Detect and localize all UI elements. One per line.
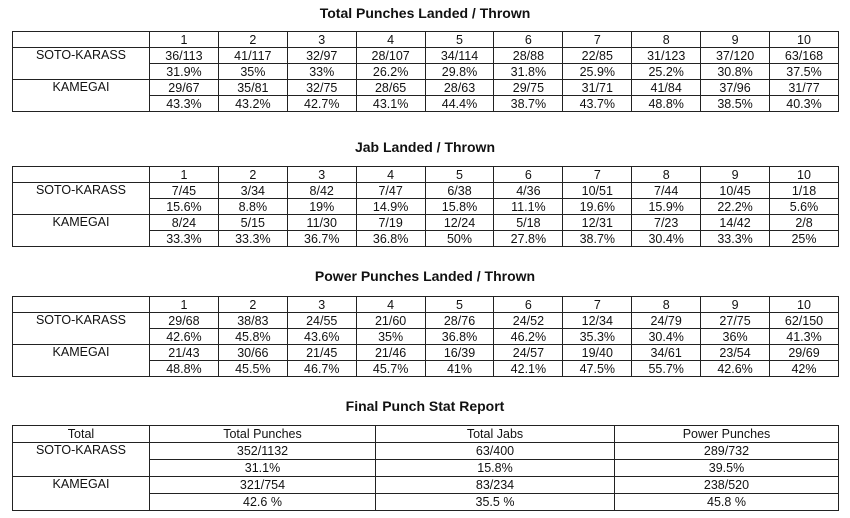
landed-thrown-cell: 29/68	[150, 313, 219, 329]
round-number: 6	[494, 297, 563, 313]
percent-cell: 25.9%	[563, 64, 632, 80]
percent-cell: 41%	[425, 361, 494, 377]
round-number: 2	[218, 167, 287, 183]
round-number: 10	[770, 297, 839, 313]
landed-thrown-cell: 28/88	[494, 48, 563, 64]
percent-cell: 35.3%	[563, 329, 632, 345]
percent-cell: 30.8%	[701, 64, 770, 80]
landed-thrown-cell: 8/24	[150, 215, 219, 231]
round-number: 3	[287, 32, 356, 48]
final-percent-row	[13, 460, 839, 477]
percent-cell: 41.3%	[770, 329, 839, 345]
landed-thrown-cell: 3/34	[218, 183, 287, 199]
round-number: 10	[770, 167, 839, 183]
percent-cell: 48.8%	[632, 96, 701, 112]
landed-thrown-cell: 27/75	[701, 313, 770, 329]
percent-cell: 22.2%	[701, 199, 770, 215]
final-total-cell: 83/234	[376, 477, 615, 494]
landed-thrown-cell: 5/18	[494, 215, 563, 231]
fighter-landed-row	[13, 183, 839, 199]
percent-cell: 11.1%	[494, 199, 563, 215]
round-header-row	[13, 167, 839, 183]
landed-thrown-cell: 7/23	[632, 215, 701, 231]
final-total-cell: 321/754	[150, 477, 376, 494]
landed-thrown-cell: 41/117	[218, 48, 287, 64]
fighter-name-blank	[13, 460, 150, 477]
percent-cell: 40.3%	[770, 96, 839, 112]
landed-thrown-cell: 12/34	[563, 313, 632, 329]
round-number: 1	[150, 167, 219, 183]
fighter-name: SOTO-KARASS	[13, 313, 150, 329]
fighter-name: SOTO-KARASS	[13, 183, 150, 199]
round-number: 7	[563, 297, 632, 313]
landed-thrown-cell: 22/85	[563, 48, 632, 64]
fighter-landed-row	[13, 313, 839, 329]
fighter-percent-row	[13, 96, 839, 112]
fighter-name-blank	[13, 494, 150, 511]
landed-thrown-cell: 24/57	[494, 345, 563, 361]
round-number: 8	[632, 167, 701, 183]
round-header-row	[13, 32, 839, 48]
landed-thrown-cell: 21/46	[356, 345, 425, 361]
final-header-row	[13, 426, 839, 443]
section-title-power-punches: Power Punches Landed / Thrown	[314, 268, 536, 284]
percent-cell: 31.8%	[494, 64, 563, 80]
final-percent-cell: 15.8%	[376, 460, 615, 477]
landed-thrown-cell: 12/24	[425, 215, 494, 231]
final-total-cell: 352/1132	[150, 443, 376, 460]
final-header-cell: Total Punches	[150, 426, 376, 443]
landed-thrown-cell: 28/63	[425, 80, 494, 96]
landed-thrown-cell: 24/55	[287, 313, 356, 329]
landed-thrown-cell: 29/67	[150, 80, 219, 96]
header-blank-cell	[13, 297, 150, 313]
percent-cell: 55.7%	[632, 361, 701, 377]
power-punches-table	[12, 296, 839, 377]
landed-thrown-cell: 31/71	[563, 80, 632, 96]
percent-cell: 33.3%	[701, 231, 770, 247]
landed-thrown-cell: 7/19	[356, 215, 425, 231]
landed-thrown-cell: 29/69	[770, 345, 839, 361]
landed-thrown-cell: 36/113	[150, 48, 219, 64]
header-blank-cell	[13, 32, 150, 48]
round-number: 4	[356, 32, 425, 48]
landed-thrown-cell: 31/123	[632, 48, 701, 64]
percent-cell: 8.8%	[218, 199, 287, 215]
fighter-name: KAMEGAI	[13, 80, 150, 96]
fighter-percent-row	[13, 64, 839, 80]
round-number: 10	[770, 32, 839, 48]
fighter-name: KAMEGAI	[13, 345, 150, 361]
percent-cell: 42.6%	[701, 361, 770, 377]
round-number: 9	[701, 297, 770, 313]
percent-cell: 35%	[356, 329, 425, 345]
percent-cell: 15.8%	[425, 199, 494, 215]
landed-thrown-cell: 28/65	[356, 80, 425, 96]
landed-thrown-cell: 2/8	[770, 215, 839, 231]
fighter-landed-row	[13, 80, 839, 96]
percent-cell: 43.6%	[287, 329, 356, 345]
landed-thrown-cell: 28/107	[356, 48, 425, 64]
percent-cell: 38.5%	[701, 96, 770, 112]
percent-cell: 36.8%	[356, 231, 425, 247]
final-header-cell: Power Punches	[615, 426, 839, 443]
fighter-landed-row	[13, 215, 839, 231]
percent-cell: 42.7%	[287, 96, 356, 112]
percent-cell: 45.5%	[218, 361, 287, 377]
landed-thrown-cell: 21/45	[287, 345, 356, 361]
round-number: 8	[632, 297, 701, 313]
fighter-name: KAMEGAI	[13, 215, 150, 231]
fighter-name: KAMEGAI	[13, 477, 150, 494]
landed-thrown-cell: 1/18	[770, 183, 839, 199]
percent-cell: 33%	[287, 64, 356, 80]
final-percent-cell: 39.5%	[615, 460, 839, 477]
percent-cell: 19%	[287, 199, 356, 215]
round-number: 5	[425, 297, 494, 313]
final-report-table	[12, 425, 839, 511]
percent-cell: 45.7%	[356, 361, 425, 377]
landed-thrown-cell: 37/120	[701, 48, 770, 64]
percent-cell: 46.2%	[494, 329, 563, 345]
percent-cell: 26.2%	[356, 64, 425, 80]
fighter-percent-row	[13, 199, 839, 215]
round-number: 7	[563, 32, 632, 48]
round-number: 6	[494, 167, 563, 183]
round-number: 9	[701, 167, 770, 183]
percent-cell: 25%	[770, 231, 839, 247]
landed-thrown-cell: 28/76	[425, 313, 494, 329]
landed-thrown-cell: 30/66	[218, 345, 287, 361]
landed-thrown-cell: 16/39	[425, 345, 494, 361]
landed-thrown-cell: 32/97	[287, 48, 356, 64]
final-total-cell: 289/732	[615, 443, 839, 460]
percent-cell: 31.9%	[150, 64, 219, 80]
percent-cell: 33.3%	[150, 231, 219, 247]
final-percent-cell: 31.1%	[150, 460, 376, 477]
round-number: 1	[150, 32, 219, 48]
percent-cell: 36.8%	[425, 329, 494, 345]
percent-cell: 44.4%	[425, 96, 494, 112]
final-header-cell: Total Jabs	[376, 426, 615, 443]
final-percent-cell: 42.6 %	[150, 494, 376, 511]
percent-cell: 30.4%	[632, 329, 701, 345]
total-punches-table	[12, 31, 839, 112]
landed-thrown-cell: 10/45	[701, 183, 770, 199]
landed-thrown-cell: 31/77	[770, 80, 839, 96]
round-number: 5	[425, 167, 494, 183]
landed-thrown-cell: 8/42	[287, 183, 356, 199]
percent-cell: 42.1%	[494, 361, 563, 377]
final-total-cell: 63/400	[376, 443, 615, 460]
landed-thrown-cell: 62/150	[770, 313, 839, 329]
landed-thrown-cell: 32/75	[287, 80, 356, 96]
percent-cell: 5.6%	[770, 199, 839, 215]
landed-thrown-cell: 7/44	[632, 183, 701, 199]
round-number: 4	[356, 297, 425, 313]
fighter-landed-row	[13, 48, 839, 64]
landed-thrown-cell: 7/45	[150, 183, 219, 199]
percent-cell: 25.2%	[632, 64, 701, 80]
fighter-percent-row	[13, 329, 839, 345]
fighter-name: SOTO-KARASS	[13, 443, 150, 460]
percent-cell: 48.8%	[150, 361, 219, 377]
fighter-name-blank	[13, 361, 150, 377]
landed-thrown-cell: 41/84	[632, 80, 701, 96]
jab-table	[12, 166, 839, 247]
section-title-final-report: Final Punch Stat Report	[345, 398, 505, 414]
landed-thrown-cell: 29/75	[494, 80, 563, 96]
fighter-landed-row	[13, 345, 839, 361]
landed-thrown-cell: 35/81	[218, 80, 287, 96]
fighter-name-blank	[13, 199, 150, 215]
landed-thrown-cell: 21/60	[356, 313, 425, 329]
percent-cell: 43.3%	[150, 96, 219, 112]
percent-cell: 30.4%	[632, 231, 701, 247]
landed-thrown-cell: 38/83	[218, 313, 287, 329]
percent-cell: 37.5%	[770, 64, 839, 80]
landed-thrown-cell: 14/42	[701, 215, 770, 231]
percent-cell: 27.8%	[494, 231, 563, 247]
final-percent-row	[13, 494, 839, 511]
final-totals-row	[13, 443, 839, 460]
percent-cell: 45.8%	[218, 329, 287, 345]
fighter-percent-row	[13, 361, 839, 377]
percent-cell: 15.9%	[632, 199, 701, 215]
fighter-percent-row	[13, 231, 839, 247]
percent-cell: 50%	[425, 231, 494, 247]
landed-thrown-cell: 11/30	[287, 215, 356, 231]
landed-thrown-cell: 24/52	[494, 313, 563, 329]
section-title-jab: Jab Landed / Thrown	[354, 139, 495, 155]
landed-thrown-cell: 37/96	[701, 80, 770, 96]
percent-cell: 29.8%	[425, 64, 494, 80]
landed-thrown-cell: 23/54	[701, 345, 770, 361]
percent-cell: 35%	[218, 64, 287, 80]
round-number: 2	[218, 32, 287, 48]
round-number: 8	[632, 32, 701, 48]
landed-thrown-cell: 34/114	[425, 48, 494, 64]
percent-cell: 43.7%	[563, 96, 632, 112]
landed-thrown-cell: 63/168	[770, 48, 839, 64]
landed-thrown-cell: 4/36	[494, 183, 563, 199]
percent-cell: 38.7%	[494, 96, 563, 112]
final-header-cell: Total	[13, 426, 150, 443]
round-number: 2	[218, 297, 287, 313]
landed-thrown-cell: 21/43	[150, 345, 219, 361]
final-percent-cell: 45.8 %	[615, 494, 839, 511]
percent-cell: 15.6%	[150, 199, 219, 215]
landed-thrown-cell: 12/31	[563, 215, 632, 231]
percent-cell: 42%	[770, 361, 839, 377]
fighter-name-blank	[13, 329, 150, 345]
final-total-cell: 238/520	[615, 477, 839, 494]
fighter-name: SOTO-KARASS	[13, 48, 150, 64]
round-number: 7	[563, 167, 632, 183]
landed-thrown-cell: 34/61	[632, 345, 701, 361]
final-totals-row	[13, 477, 839, 494]
percent-cell: 47.5%	[563, 361, 632, 377]
section-title-total-punches: Total Punches Landed / Thrown	[319, 5, 531, 21]
percent-cell: 38.7%	[563, 231, 632, 247]
round-header-row	[13, 297, 839, 313]
round-number: 3	[287, 297, 356, 313]
percent-cell: 36.7%	[287, 231, 356, 247]
round-number: 4	[356, 167, 425, 183]
percent-cell: 36%	[701, 329, 770, 345]
landed-thrown-cell: 5/15	[218, 215, 287, 231]
fighter-name-blank	[13, 64, 150, 80]
landed-thrown-cell: 19/40	[563, 345, 632, 361]
percent-cell: 46.7%	[287, 361, 356, 377]
header-blank-cell	[13, 167, 150, 183]
fighter-name-blank	[13, 96, 150, 112]
landed-thrown-cell: 10/51	[563, 183, 632, 199]
percent-cell: 19.6%	[563, 199, 632, 215]
round-number: 9	[701, 32, 770, 48]
round-number: 5	[425, 32, 494, 48]
fighter-name-blank	[13, 231, 150, 247]
percent-cell: 43.1%	[356, 96, 425, 112]
round-number: 3	[287, 167, 356, 183]
round-number: 6	[494, 32, 563, 48]
landed-thrown-cell: 24/79	[632, 313, 701, 329]
landed-thrown-cell: 6/38	[425, 183, 494, 199]
percent-cell: 43.2%	[218, 96, 287, 112]
round-number: 1	[150, 297, 219, 313]
final-percent-cell: 35.5 %	[376, 494, 615, 511]
landed-thrown-cell: 7/47	[356, 183, 425, 199]
percent-cell: 42.6%	[150, 329, 219, 345]
percent-cell: 14.9%	[356, 199, 425, 215]
percent-cell: 33.3%	[218, 231, 287, 247]
